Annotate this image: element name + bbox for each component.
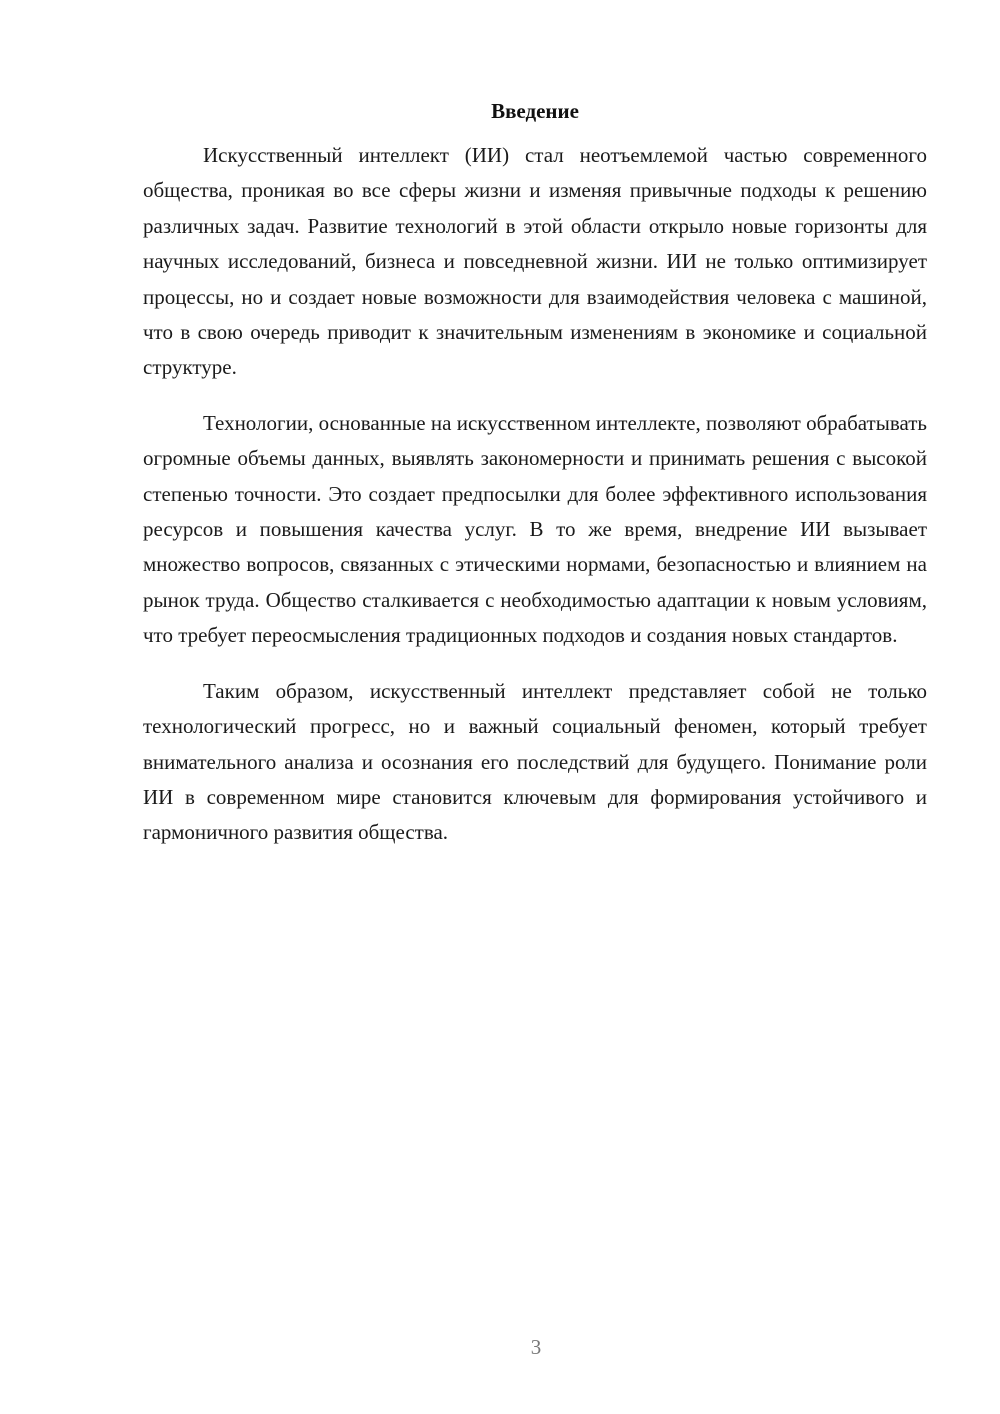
paragraph-1: Искусственный интеллект (ИИ) стал неотъемлемой частью современного общества, проникая во все сферы жизни и изменяя привычные подходы к решению различных задач. Развитие технологий в этой области открыло новые горизонты для научных исследований, бизнеса и повседневной жизни. ИИ не только оптимизирует процессы, но и создает новые возможности для взаимодействия человека с машиной, что в свою очередь приводит к значительным изменениям в экономике и социальной структуре. <box>143 143 927 380</box>
page-number: 3 <box>530 1335 542 1359</box>
section-heading: Введение <box>491 99 579 123</box>
paragraph-2: Технологии, основанные на искусственном интеллекте, позволяют обрабатывать огромные объемы данных, выявлять закономерности и принимать решения с высокой степенью точности. Это создает предпосылки для более эффективного использования ресурсов и повышения качества услуг. В то же время, внедрение ИИ вызывает множество вопросов, связанных с этическими нормами, безопасностью и влиянием на рынок труда. Общество сталкивается с необходимостью адаптации к новым условиям, что требует переосмысления традиционных подходов и создания новых стандартов. <box>143 410 927 648</box>
paragraph-3: Таким образом, искусственный интеллект представляет собой не только технологический прогресс, но и важный социальный феномен, который требует внимательного анализа и осознания его последствий для будущего. Понимание роли ИИ в современном мире становится ключевым для формирования устойчивого и гармоничного развития общества. <box>143 678 927 845</box>
page-content <box>143 96 927 851</box>
